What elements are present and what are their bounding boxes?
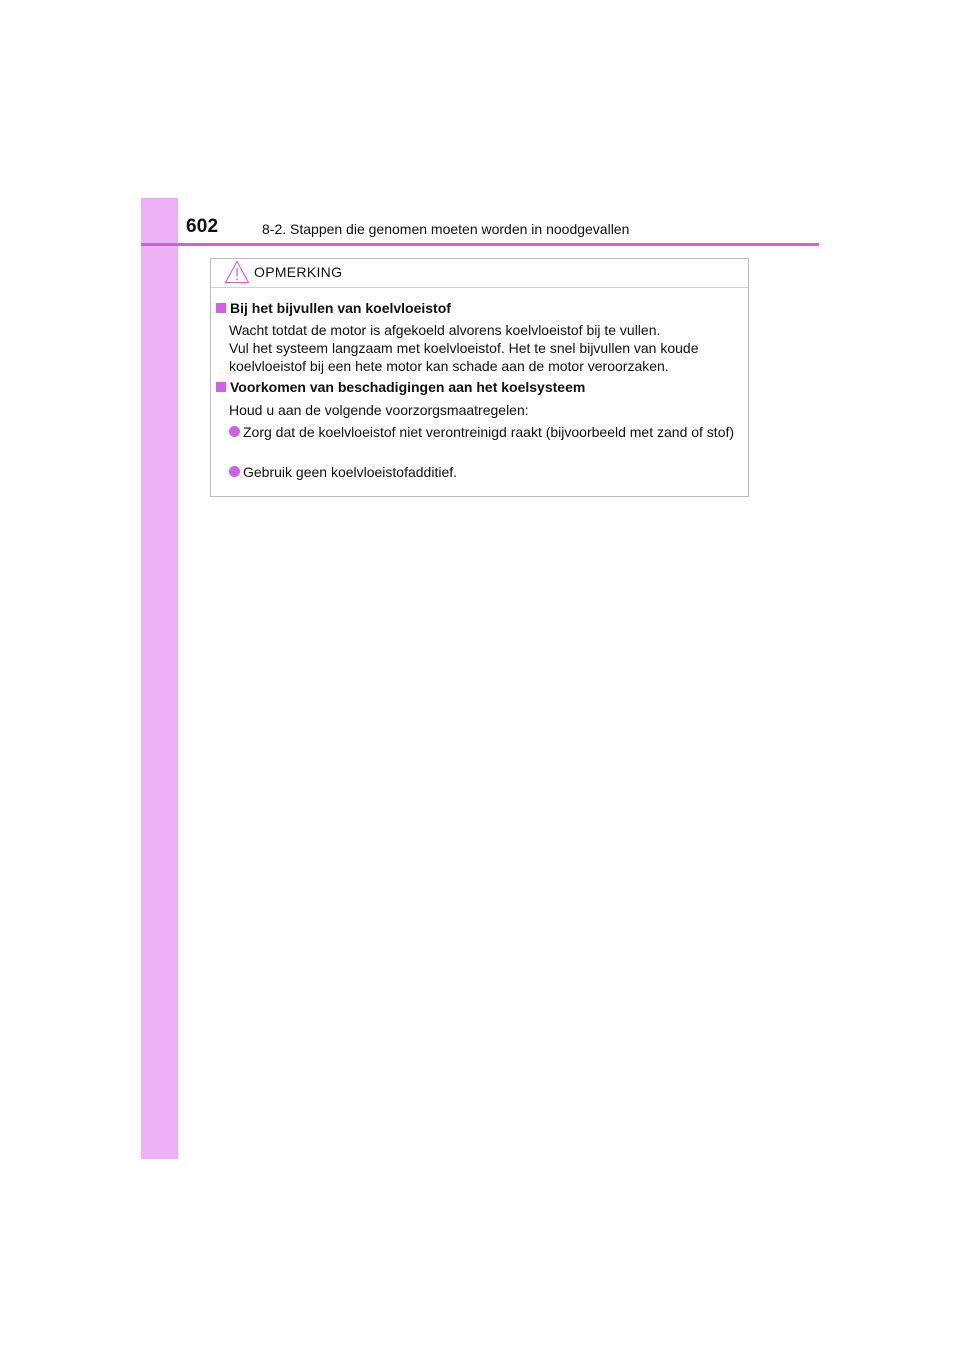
body-text-line: Houd u aan de volgende voorzorgsmaatregelen: xyxy=(229,402,529,418)
round-bullet-icon xyxy=(229,426,240,437)
notice-title: OPMERKING xyxy=(254,264,343,280)
section-title: 8-2. Stappen die genomen moeten worden in noodgevallen xyxy=(262,221,630,237)
notice-header xyxy=(211,259,748,288)
chapter-side-band xyxy=(141,198,178,1159)
bullet-text: Gebruik geen koelvloeistofadditief. xyxy=(243,464,458,480)
body-text-line: Vul het systeem langzaam met koelvloeistof. Het te snel bijvullen van koude xyxy=(229,340,699,356)
square-bullet-icon xyxy=(216,303,226,313)
item-heading-text: Voorkomen van beschadigingen aan het koelsysteem xyxy=(230,379,586,395)
header-divider xyxy=(141,243,819,246)
body-text-line: koelvloeistof bij een hete motor kan schade aan de motor veroorzaken. xyxy=(229,358,669,374)
round-bullet-icon xyxy=(229,466,240,477)
bullet-text: Zorg dat de koelvloeistof niet verontreinigd raakt (bijvoorbeeld met zand of stof) xyxy=(243,424,735,440)
item-heading-text: Bij het bijvullen van koelvloeistof xyxy=(230,300,451,316)
body-text-line: Wacht totdat de motor is afgekoeld alvorens koelvloeistof bij te vullen. xyxy=(229,322,661,338)
notice-box xyxy=(210,258,749,497)
item-heading xyxy=(216,379,585,395)
bullet-list-item xyxy=(229,463,749,481)
page-number: 602 xyxy=(186,216,219,237)
item-heading xyxy=(216,300,451,316)
square-bullet-icon xyxy=(216,382,226,392)
warning-triangle-icon xyxy=(224,260,250,284)
bullet-list-item xyxy=(229,423,749,441)
